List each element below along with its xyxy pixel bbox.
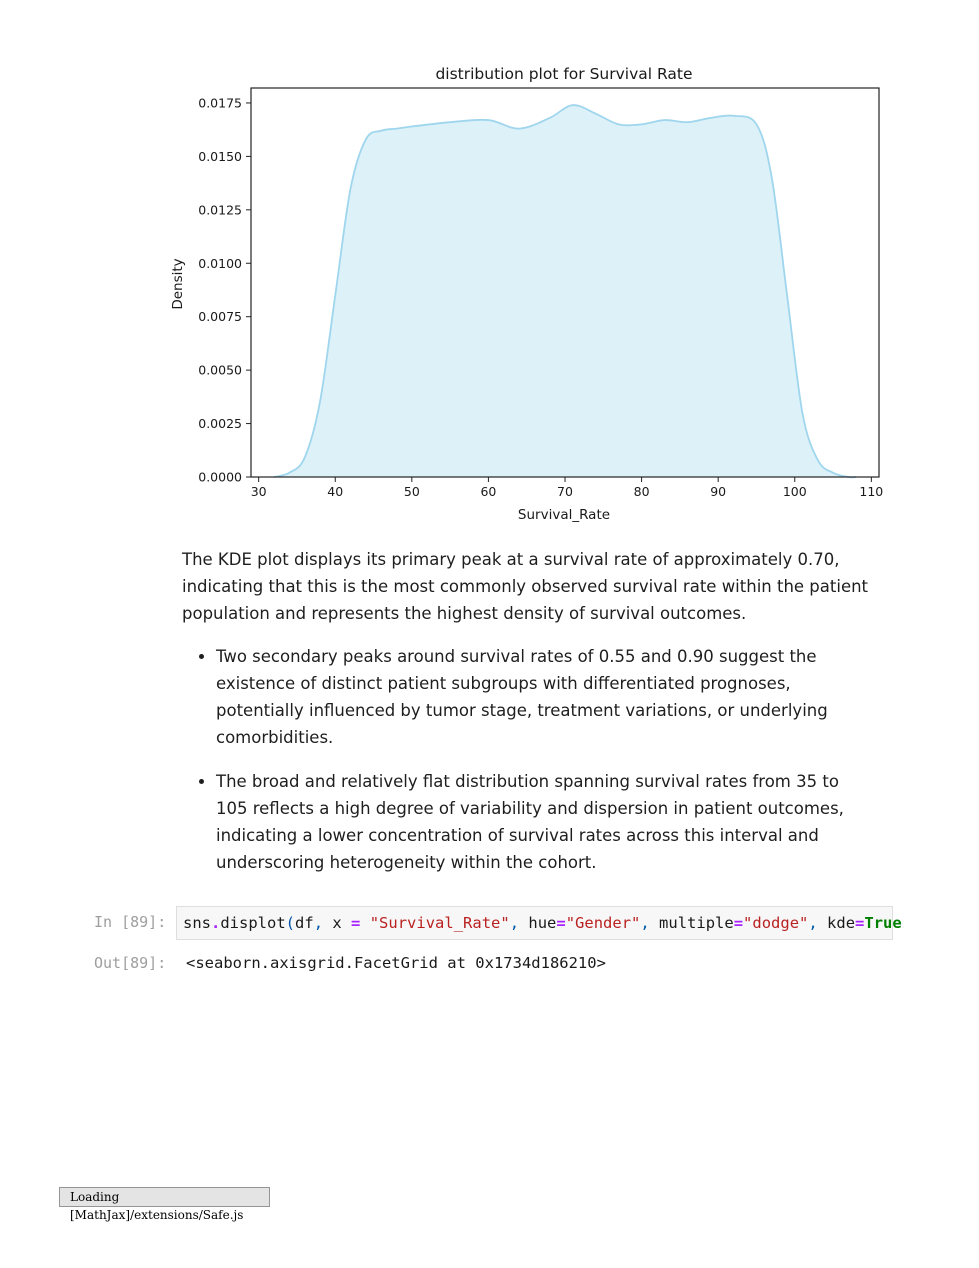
x-tick-label: 30 xyxy=(250,484,267,499)
code-token: multiple xyxy=(659,914,734,932)
y-axis-label: Density xyxy=(170,258,186,310)
x-tick-label: 60 xyxy=(480,484,497,499)
y-tick-label: 0.0175 xyxy=(198,95,242,111)
code-token: = xyxy=(351,914,361,932)
x-axis xyxy=(251,477,884,499)
kde-chart xyxy=(160,55,900,530)
code-token: . xyxy=(211,914,221,932)
code-token: df xyxy=(295,914,314,932)
list-item: • The broad and relatively flat distribution spanning survival rates from 35 to 105 reflects a high degree of variability and dispersion in patient outcomes, indicating a lower concentration of survival rates across this interval and underscoring heterogeneity within the cohort. xyxy=(216,768,872,876)
y-tick-label: 0.0075 xyxy=(198,309,242,325)
code-cell-input[interactable] xyxy=(176,906,902,940)
y-tick-label: 0.0150 xyxy=(198,148,242,164)
list-item: • Two secondary peaks around survival rates of 0.55 and 0.90 suggest the existence of distinct patient subgroups with differentiated prognoses, potentially influenced by tumor stage, treatment variations, or underlying comorbidities. xyxy=(216,643,872,751)
x-tick-label: 70 xyxy=(557,484,573,499)
code-token: "dodge" xyxy=(743,914,809,932)
code-token: = xyxy=(855,914,865,932)
y-tick-label: 0.0125 xyxy=(198,202,242,218)
code-token: True xyxy=(864,914,902,932)
markdown-bullet-list xyxy=(182,643,872,751)
code-token: , xyxy=(313,914,333,932)
chart-title: distribution plot for Survival Rate xyxy=(435,65,693,83)
code-token: , xyxy=(509,914,529,932)
code-token: sns xyxy=(183,914,211,932)
code-token: "Survival_Rate" xyxy=(369,914,510,932)
kde-summary-text: The KDE plot displays its primary peak at a survival rate of approximately 0.70, indicating that this is the most commonly observed survival rate within the patient population and represents the highest density of survival outcomes. xyxy=(182,550,869,623)
x-tick-label: 110 xyxy=(859,484,884,499)
mathjax-loading-status: Loading [MathJax]/extensions/Safe.js xyxy=(59,1187,270,1207)
markdown-bullet-list xyxy=(182,768,872,876)
x-axis-label: Survival_Rate xyxy=(517,507,611,523)
code-token: , xyxy=(640,914,660,932)
markdown-paragraph xyxy=(182,546,872,627)
code-token: , xyxy=(808,914,828,932)
code-token: x xyxy=(332,914,352,932)
x-tick-label: 50 xyxy=(403,484,420,499)
output-prompt: Out[89]: xyxy=(94,954,167,972)
code-token: ( xyxy=(285,914,296,932)
code-token xyxy=(360,914,369,932)
x-tick-label: 40 xyxy=(327,484,344,499)
y-tick-label: 0.0050 xyxy=(198,362,242,378)
code-token: = xyxy=(556,914,566,932)
x-tick-label: 100 xyxy=(782,484,807,499)
code-token: "Gender" xyxy=(565,914,641,932)
y-tick-label: 0.0025 xyxy=(198,416,242,432)
cell-output: <seaborn.axisgrid.FacetGrid at 0x1734d186210> xyxy=(186,954,606,972)
y-axis xyxy=(198,95,251,484)
code-token: kde xyxy=(827,914,856,932)
code-token: displot xyxy=(220,914,286,932)
input-prompt: In [89]: xyxy=(94,913,167,931)
x-tick-label: 80 xyxy=(633,484,650,499)
y-tick-label: 0.0100 xyxy=(198,255,242,271)
plot-area xyxy=(251,88,879,477)
x-tick-label: 90 xyxy=(710,484,727,499)
code-token: = xyxy=(733,914,744,932)
y-tick-label: 0.0000 xyxy=(198,469,242,485)
code-token: hue xyxy=(528,914,557,932)
